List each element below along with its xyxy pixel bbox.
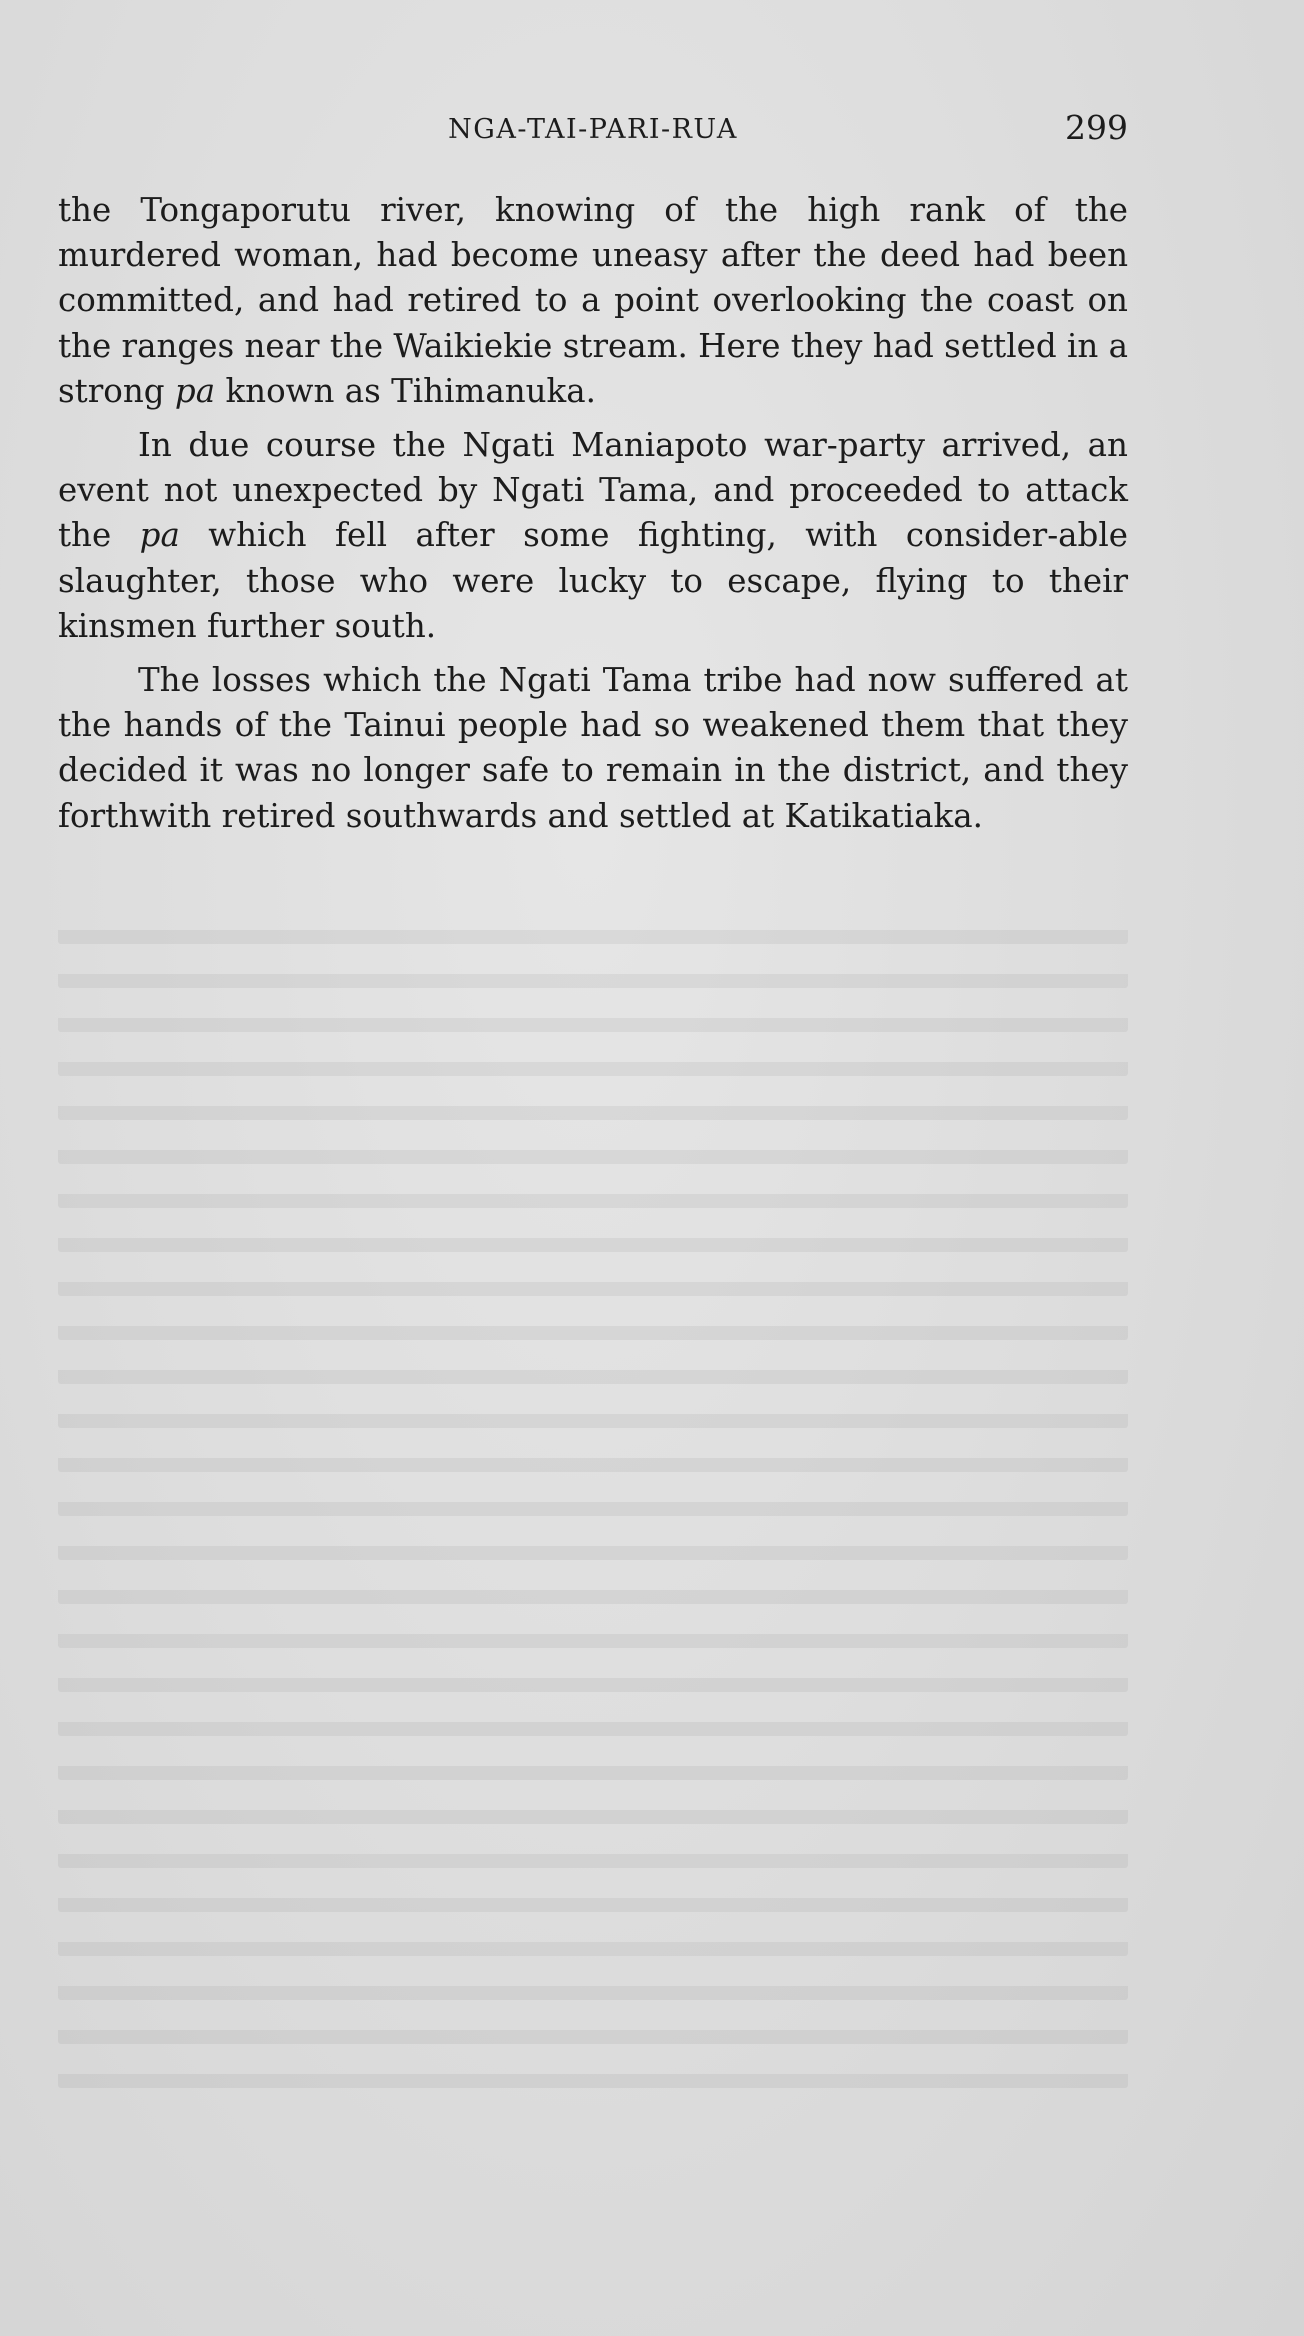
paragraph-3: The losses which the Ngati Tama tribe had now suffered at the hands of the Tainui people had so weakened them that they decided it was no longer safe to remain in the district, and they forthwith retired southwards and settled at Katikatiaka. <box>58 661 1128 835</box>
running-title: NGA-TAI-PARI-RUA <box>448 114 738 145</box>
paragraph-2-italic: pa <box>139 516 180 555</box>
running-head <box>58 108 1128 152</box>
paragraph-1 <box>58 188 1128 414</box>
show-through-text <box>58 900 1128 2160</box>
paragraph-1-text-b: known as Tihimanuka. <box>215 371 596 410</box>
paragraph-2 <box>58 423 1128 649</box>
body-text <box>58 188 1128 848</box>
paragraph-1-text-a: the Tongaporutu river, knowing of the high rank of the murdered woman, had become uneasy after the deed had been committed, and had retired to a point overlooking the coast on the ranges near the Waikiekie stream. Here they had settled in a strong <box>58 191 1128 410</box>
paragraph-2-text-a: In due course the Ngati Maniapoto war-party arrived, an event not unexpected by Ngati Tama, and proceeded to attack the <box>58 426 1128 555</box>
paragraph-1-italic: pa <box>174 371 216 410</box>
paragraph-2-text-b: which fell after some fighting, with consider-able slaughter, those who were lucky to escape, flying to their kinsmen further south. <box>58 516 1128 645</box>
page-number: 299 <box>1065 108 1128 147</box>
